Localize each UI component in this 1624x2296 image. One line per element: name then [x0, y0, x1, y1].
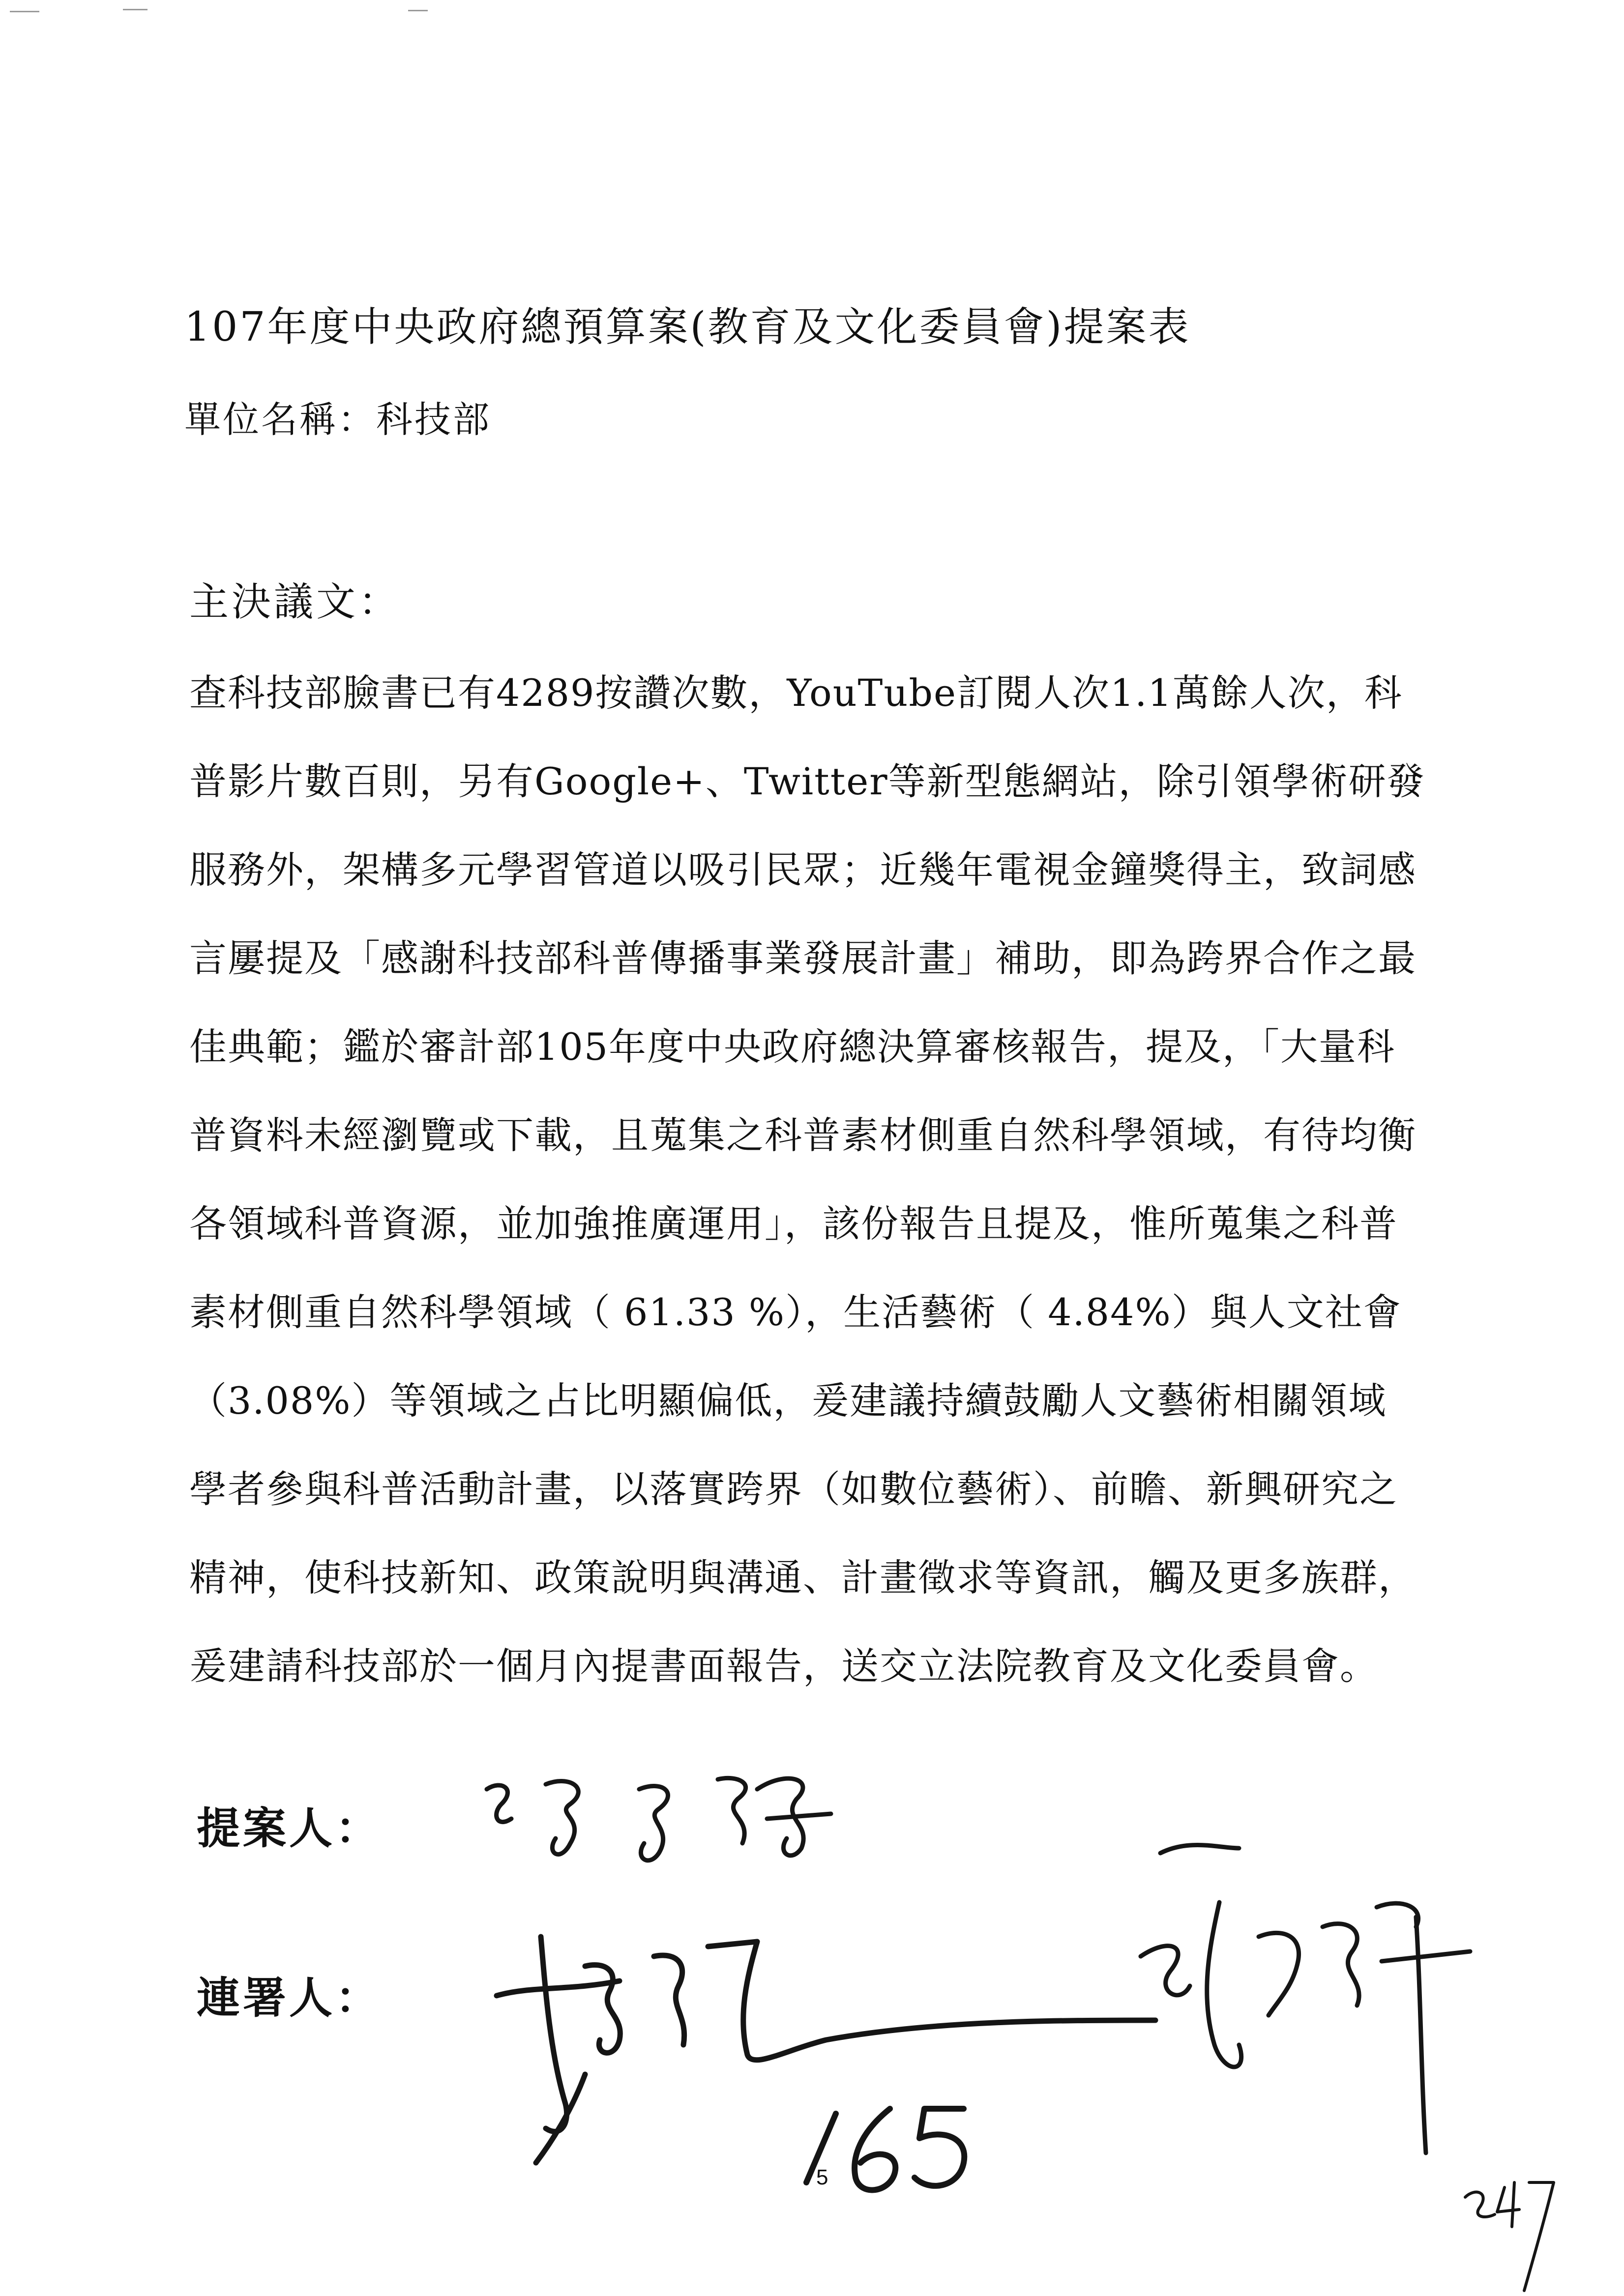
unit-name: 單位名稱：科技部 [184, 399, 491, 441]
page-number: 5 [816, 2165, 828, 2189]
body-line: （3.08%）等領域之占比明顯偏低，爰建議持續鼓勵人文藝術相關領域 [189, 1379, 1387, 1423]
resolution-body [189, 649, 1443, 1711]
document-title: 107年度中央政府總預算案(教育及文化委員會)提案表 [184, 304, 1191, 350]
body-line: 服務外，架構多元學習管道以吸引民眾；近幾年電視金鐘獎得主，致詞感 [189, 848, 1417, 892]
cosigner-signature [497, 1937, 1155, 2163]
body-line: 普影片數百則，另有Google+、Twitter等新型態網站，除引領學術研發 [189, 759, 1425, 803]
body-line: 精神，使科技新知、政策說明與溝通、計畫徵求等資訊，觸及更多族群， [189, 1556, 1417, 1599]
cosigner-signature [1141, 1845, 1470, 2153]
handwritten-number-247 [1465, 2182, 1554, 2291]
scan-artifact [10, 11, 39, 12]
body-line: 素材側重自然科學領域（ 61.33 %），生活藝術（ 4.84%）與人文社會 [189, 1290, 1402, 1334]
body-line: 學者參與科普活動計畫，以落實跨界（如數位藝術）、前瞻、新興研究之 [189, 1467, 1398, 1511]
cosigner-label: 連署人： [197, 1973, 382, 2023]
body-line: 查科技部臉書已有4289按讚次數，YouTube訂閱人次1.1萬餘人次，科 [189, 671, 1403, 715]
proposer-label: 提案人： [197, 1803, 382, 1854]
proposer-signature [487, 1778, 831, 1860]
body-line: 各領域科普資源，並加強推廣運用」，該份報告且提及，惟所蒐集之科普 [189, 1202, 1398, 1246]
body-line: 爰建請科技部於一個月內提書面報告，送交立法院教育及文化委員會。 [189, 1644, 1378, 1688]
resolution-heading: 主決議文： [189, 579, 401, 625]
scan-artifact [123, 9, 148, 10]
handwritten-number-165 [806, 2109, 964, 2190]
body-line: 普資料未經瀏覽或下載，且蒐集之科普素材側重自然科學領域，有待均衡 [189, 1113, 1417, 1157]
scan-artifact [408, 10, 428, 11]
body-line: 言屢提及「感謝科技部科普傳播事業發展計畫」補助，即為跨界合作之最 [189, 936, 1417, 980]
body-line: 佳典範；鑑於審計部105年度中央政府總決算審核報告，提及，「大量科 [189, 1025, 1396, 1069]
